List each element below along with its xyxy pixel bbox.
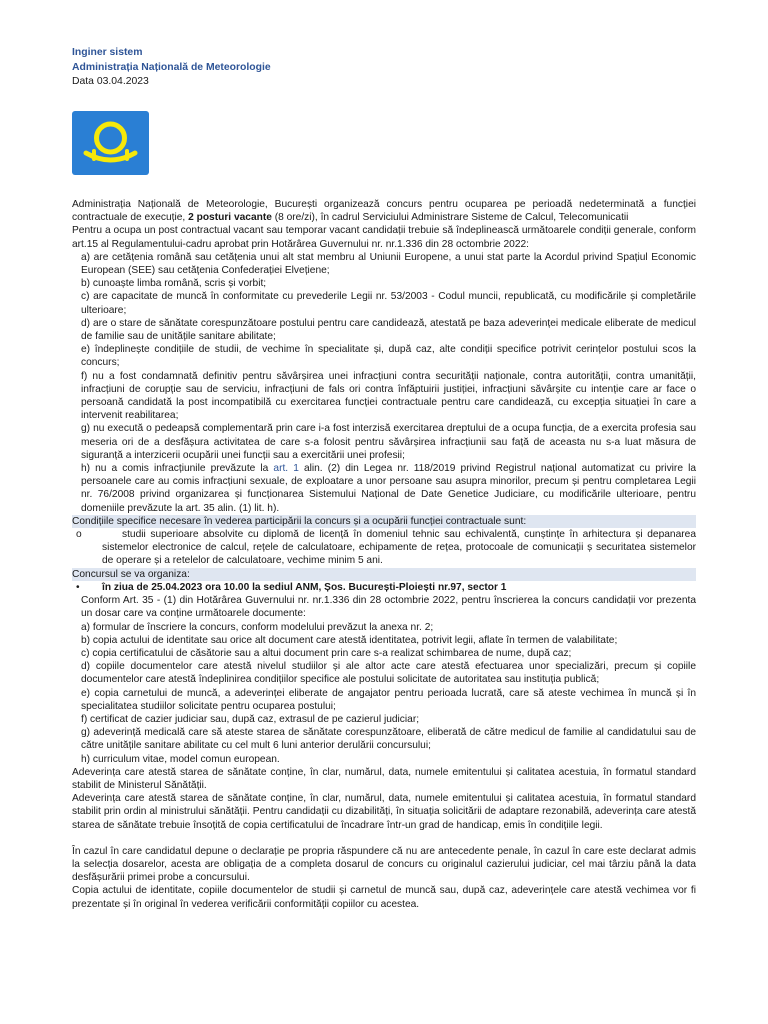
condition-c: c) are capacitate de muncă în conformitate cu prevederile Legii nr. 53/2003 - Codul muncii, republicată, cu modificările și completările ulterioare; (81, 291, 696, 316)
document-b: b) copia actului de identitate sau orice alt document care atestă identitatea, potrivit legii, aflate în termen de valabilitate; (81, 634, 618, 646)
general-conditions-intro: Pentru a ocupa un post contractual vacant sau temporar vacant candidații trebuie să îndeplinească următoarele condiții generale, conform art.15 al Regulamentului-cadru aprobat prin Hotărârea Guvernului nr. nr.1.336 din 28 octombrie 2022: (72, 225, 696, 250)
specific-conditions-heading: Condițiile specifice necesare în vederea participării la concurs și a ocupării funcției contractuale sunt: (72, 515, 696, 528)
law-article-link[interactable]: art. 1 (273, 463, 299, 475)
document-d: d) copiile documentelor care atestă nivelul studiilor și ale altor acte care atestă efectuarea unor specializări, precum și copiile documentelor care atestă îndeplinirea condițiilor specifice ale postului solicitate de autoritatea sau instituția publică; (81, 661, 696, 686)
vacancies-count: 2 posturi vacante (188, 212, 272, 224)
exam-date-text: în ziua de 25.04.2023 ora 10.00 la sediul ANM, Șos. București-Ploiești nr.97, sector 1 (102, 581, 507, 593)
condition-d: d) are o stare de sănătate corespunzătoare postului pentru care candidează, atestată pe baza adeverinței medicale eliberate de medicul de familie sau de unitățile sanitare abilitate; (81, 317, 696, 343)
specific-condition-item (72, 528, 696, 568)
circle-bullet-icon: o (76, 529, 82, 541)
condition-e: e) îndeplinește condițiile de studii, de vechime în specialitate și, după caz, alte condiții specifice potrivit cerințelor postului scos la concurs; (81, 344, 696, 369)
intro-paragraph (72, 198, 696, 224)
medical-note-1: Adeverința care atestă starea de sănătate conține, în clar, numărul, data, numele emitentului și calitatea acestuia, în formatul standard stabilit de Ministerul Sănătății. (72, 766, 696, 791)
bullet-icon: • (76, 581, 80, 593)
condition-h-text: h) nu a comis infracțiunile prevăzute la (81, 463, 274, 475)
condition-a: a) are cetățenia română sau cetățenia unui alt stat membru al Uniunii Europene, a unui stat parte la Acordul privind Spațiul Economic European (SEE) sau cetățenia Confederației Elvețiene; (81, 251, 696, 277)
spacer (72, 832, 696, 845)
documents-intro: Conform Art. 35 - (1) din Hotărârea Guvernului nr. nr.1.336 din 28 octombrie 2022, pentru înscrierea la concurs candidații vor prezenta un dosar care va conține următoarele documente: (81, 595, 696, 620)
document-date: Data 03.04.2023 (72, 76, 149, 87)
document-c: c) copia certificatului de căsătorie sau a altui document prin care s-a realizat schimbarea de nume, după caz; (81, 647, 572, 659)
anm-logo-icon (72, 111, 149, 175)
exam-date-item (72, 581, 696, 594)
condition-g: g) nu execută o pedeapsă complementară prin care i-a fost interzisă exercitarea dreptului de a ocupa funcția, de a exercita profesia sau meseria ori de a desfășura activitatea de care s-a folosit pentru săvârșirea infracțiunii sau față de aceasta nu s-a luat măsura de siguranță a interzicerii ocupării unei funcții sau a exercitării unei profesii; (81, 423, 696, 461)
intro-text-end: (8 ore/zi), în cadrul Serviciului Administrare Sisteme de Calcul, Telecomunicatii (271, 212, 629, 224)
organization-heading: Concursul se va organiza: (72, 568, 696, 581)
document-h: h) curriculum vitae, model comun european. (81, 753, 280, 765)
institution-name: Administrația Națională de Meteorologie (72, 61, 271, 73)
condition-b: b) cunoaște limba română, scris și vorbit; (81, 278, 267, 290)
condition-h-text-end: alin. (2) din Legea nr. 118/2019 privind Registrul național automatizat cu privire la persoanele care au comis infracțiuni sexuale, de exploatare a unor persoane sau asupra minorilor, precum și pentru completarea Legii nr. 76/2008 privind organizarea și funcționarea Sistemului Național de Date Genetice Judiciare, cu modificările ulterioare, pentru domeniile prevăzute la art. 35 alin. (1) lit. h). (81, 463, 696, 514)
document-e: e) copia carnetului de muncă, a adeverinței eliberate de angajator pentru perioada lucrată, care să ateste vechimea în muncă și în specialitatea studiilor solicitate pentru ocuparea postului; (81, 687, 696, 712)
document-f: f) certificat de cazier judiciar sau, după caz, extrasul de pe cazierul judiciar; (81, 713, 420, 725)
document-header (72, 46, 271, 90)
specific-condition-text: studii superioare absolvite cu diplomă de licență în domeniul tehnic sau echivalentă, cunștințe în arhitectura și depanarea sistemelor electronice de calcul, rețele de calculatoare, echipamente de rețea, protocoale de comunicații ș securitatea sistemelor de operare și a retelelor de calculatoare, vechime minim 5 ani. (102, 529, 696, 567)
document-g: g) adeverință medicală care să ateste starea de sănătate corespunzătoare, eliberată de către medicul de familie al candidatului sau de către unitățile sanitare abilitate cu cel mult 6 luni anterior derulării concursului; (81, 727, 696, 752)
document-body (72, 198, 696, 911)
condition-f: f) nu a fost condamnată definitiv pentru săvârșirea unei infracțiuni contra securității naționale, contra autorității, contra umanității, infracțiuni de corupție sau de serviciu, infracțiuni de fals ori contra înfăptuirii justiției, infracțiuni săvârșite cu intenție care ar face o persoană candidată la post incompatibilă cu exercitarea funcției contractuale pentru care candidează, cu excepția situației în care a intervenit reabilitarea; (81, 370, 696, 422)
medical-note-2: Adeverința care atestă starea de sănătate conține, în clar, numărul, data, numele emitentului și calitatea acestuia, în formatul standard stabilit prin ordin al ministrului sănătății. Pentru candidații cu dizabilități, în situația solicitării de adaptare rezonabilă, adeverința care atestă starea de sănătate trebuie însoțită de copia certificatului de încadrare într-un grad de handicap, emis în condițiile legii. (72, 793, 696, 831)
condition-h (72, 462, 696, 515)
document-a: a) formular de înscriere la concurs, conform modelului prevăzut la anexa nr. 2; (81, 621, 434, 633)
job-title: Inginer sistem (72, 47, 143, 58)
intro-text: Administrația Națională de Meteorologie, București organizează concurs pentru ocuparea pe perioadă nedeterminată a funcției contractuale de execuție, (72, 199, 696, 224)
originals-note: Copia actului de identitate, copiile documentelor de studii și carnetul de muncă sau, după caz, adeverințele care atestă vechimea vor fi prezentate și în original în vederea verificării conformității copiilor cu acestea. (72, 885, 696, 910)
criminal-record-note: În cazul în care candidatul depune o declarație pe propria răspundere că nu are antecedente penale, în cazul în care este declarat admis la selecția dosarelor, acesta are obligația de a completa dosarul de concurs cu originalul cazierului judiciar, cel mai târziu până la data desfășurării primei probe a concursului. (72, 845, 696, 884)
